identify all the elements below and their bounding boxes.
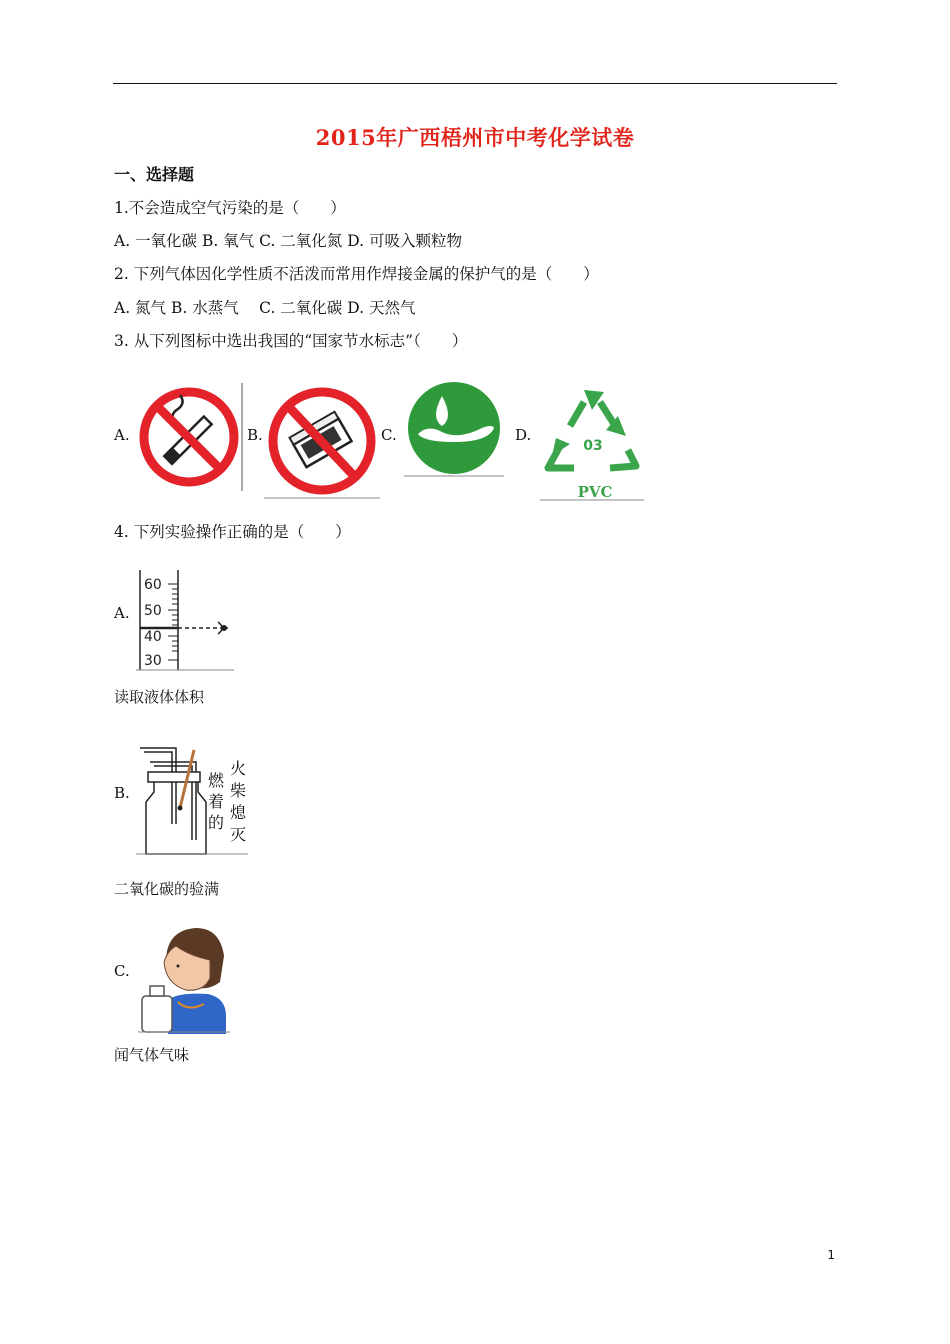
header-rule xyxy=(113,83,837,84)
q4-option-c-label: C. xyxy=(114,962,130,980)
exam-title: 2015年广西梧州市中考化学试卷 xyxy=(315,125,635,150)
water-saving-icon xyxy=(404,382,504,478)
q4-stem: 4. 下列实验操作正确的是（ ） xyxy=(114,523,351,541)
q2-stem: 2. 下列气体因化学性质不活泼而常用作焊接金属的保护气的是（ ） xyxy=(114,265,599,283)
recycle-label-text: PVC xyxy=(577,483,613,501)
q2-options: A. 氮气 B. 水蒸气 C. 二氧化碳 D. 天然气 xyxy=(114,299,416,317)
no-fire-icon xyxy=(264,386,380,500)
no-smoking-icon xyxy=(136,383,244,491)
tick-label: 40 xyxy=(144,629,162,645)
page-number: 1 xyxy=(827,1248,835,1262)
tick-label: 30 xyxy=(144,653,162,669)
q3-option-b-label: B. xyxy=(247,426,263,444)
q3-option-c-label: C. xyxy=(381,426,397,444)
q3-option-a-label: A. xyxy=(114,426,130,444)
q3-option-d-label: D. xyxy=(515,426,532,444)
q4-c-caption: 闻气体气味 xyxy=(114,1046,190,1064)
smelling-gas-figure xyxy=(138,922,230,1034)
q3-stem: 3. 从下列图标中选出我国的“国家节水标志”（ ） xyxy=(114,332,468,350)
q4-b-caption: 二氧化碳的验满 xyxy=(114,880,220,898)
tick-label: 60 xyxy=(144,577,162,593)
q1-stem: 1.不会造成空气污染的是（ ） xyxy=(114,199,346,217)
label-match-extinguished: 火柴熄灭 xyxy=(230,759,247,844)
section-heading: 一、选择题 xyxy=(114,165,195,184)
q1-options: A. 一氧化碳 B. 氧气 C. 二氧化氮 D. 可吸入颗粒物 xyxy=(114,232,462,250)
label-burning: 燃着的 xyxy=(208,771,225,832)
recycle-number-text: 03 xyxy=(583,438,603,454)
graduated-cylinder-figure xyxy=(136,570,236,672)
q4-option-a-label: A. xyxy=(114,604,130,622)
q4-a-caption: 读取液体体积 xyxy=(114,688,205,706)
recycle-pvc-icon xyxy=(540,384,646,502)
tick-label: 50 xyxy=(144,603,162,619)
q4-option-b-label: B. xyxy=(114,784,130,802)
